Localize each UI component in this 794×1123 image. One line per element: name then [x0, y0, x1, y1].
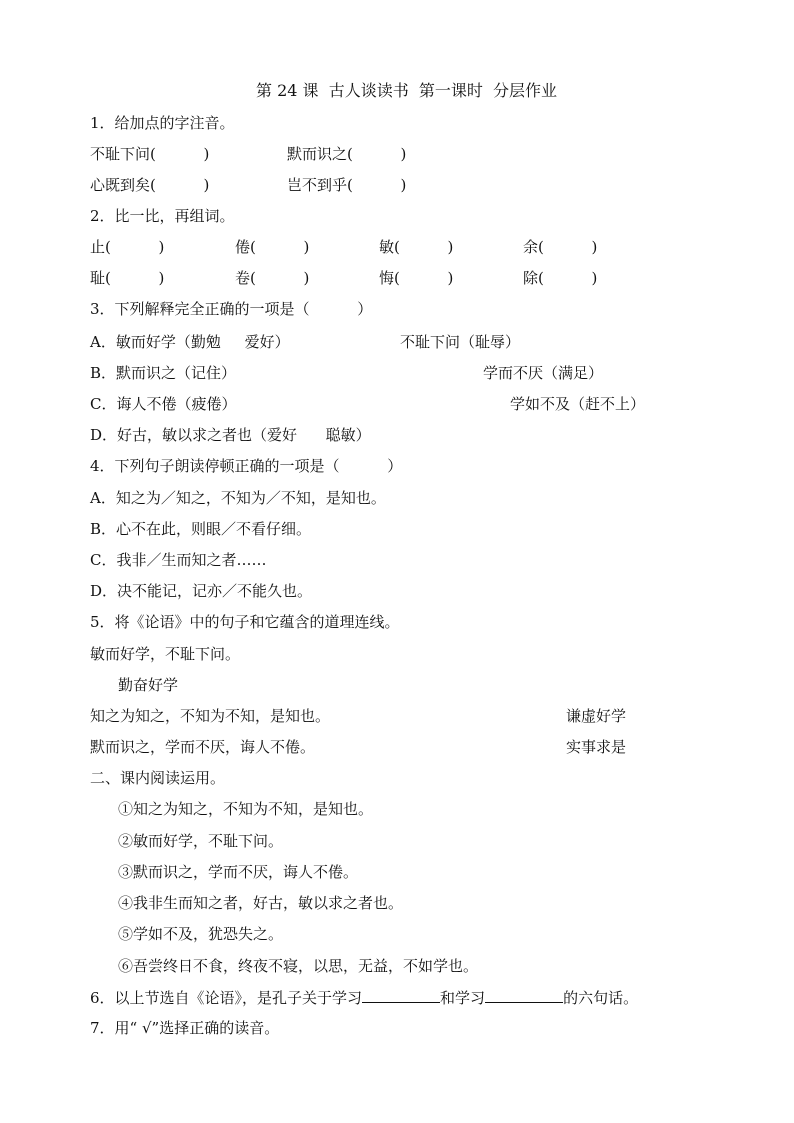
q1-item: 默而识之( ): [287, 145, 407, 163]
q3-option-a: A．敏而好学（勤勉 爱好）: [90, 333, 290, 351]
q2-item: 耻( ): [90, 269, 165, 287]
q6-line: [90, 988, 638, 1007]
q5-principle: 谦虚好学: [566, 707, 627, 725]
q4-option: B．心不在此，则眼／不看仔细。: [90, 520, 312, 538]
answer-blank[interactable]: [485, 988, 563, 1003]
q3-option-b: B．默而识之（记住）: [90, 364, 237, 382]
passage-line: ⑤学如不及，犹恐失之。: [118, 925, 284, 943]
q7-prompt: 7．用“ √”选择正确的读音。: [90, 1019, 280, 1037]
passage-line: ②敏而好学，不耻下问。: [118, 832, 284, 850]
q3-option-c: C．诲人不倦（疲倦）: [90, 395, 237, 413]
q5-principle: 勤奋好学: [118, 676, 179, 694]
q2-prompt: 2．比一比，再组词。: [90, 207, 235, 225]
q2-item: 倦( ): [235, 238, 310, 256]
q3-option-d: D．好古，敏以求之者也（爱好 聪敏）: [90, 426, 371, 444]
passage-line: ④我非生而知之者，好古，敏以求之者也。: [118, 894, 404, 912]
q2-item: 卷( ): [235, 269, 310, 287]
passage-line: ③默而识之，学而不厌，诲人不倦。: [118, 863, 359, 881]
q2-item: 悔( ): [379, 269, 454, 287]
section-heading: 二、课内阅读运用。: [90, 769, 226, 787]
q2-item: 敏( ): [379, 238, 454, 256]
q6-text: 6．以上节选自《论语》，是孔子关于学习: [90, 989, 363, 1007]
q1-item: 心既到矣( ): [90, 176, 210, 194]
q5-prompt: 5．将《论语》中的句子和它蕴含的道理连线。: [90, 613, 400, 631]
q4-option: A．知之为／知之，不知为／不知，是知也。: [90, 489, 386, 507]
q1-item: 岂不到乎( ): [287, 176, 407, 194]
q5-sentence: 知之为知之，不知为不知，是知也。: [90, 707, 331, 725]
q6-text: 的六句话。: [563, 989, 639, 1007]
q4-prompt: 4．下列句子朗读停顿正确的一项是（ ）: [90, 457, 403, 475]
q5-principle: 实事求是: [566, 738, 627, 756]
q5-sentence: 敏而好学，不耻下问。: [90, 645, 241, 663]
q3-option-b-second: 学而不厌（满足）: [483, 364, 604, 382]
passage-line: ⑥吾尝终日不食，终夜不寝，以思，无益，不如学也。: [118, 957, 479, 975]
q2-item: 除( ): [523, 269, 598, 287]
q2-item: 余( ): [523, 238, 598, 256]
q3-option-a-second: 不耻下问（耻辱）: [400, 333, 521, 351]
q1-prompt: 1．给加点的字注音。: [90, 114, 235, 132]
passage-line: ①知之为知之，不知为不知，是知也。: [118, 800, 374, 818]
q4-option: C．我非／生而知之者……: [90, 551, 267, 569]
q1-item: 不耻下问( ): [90, 145, 210, 163]
q4-option: D．决不能记，记亦／不能久也。: [90, 582, 313, 600]
q6-text: 和学习: [440, 989, 486, 1007]
worksheet-title: 第 24 课 古人谈读书 第一课时 分层作业: [256, 81, 558, 100]
q2-item: 止( ): [90, 238, 165, 256]
q3-prompt: 3．下列解释完全正确的一项是（ ）: [90, 300, 373, 318]
answer-blank[interactable]: [362, 988, 440, 1003]
q3-option-c-second: 学如不及（赶不上）: [510, 395, 646, 413]
q5-sentence: 默而识之，学而不厌，诲人不倦。: [90, 738, 316, 756]
